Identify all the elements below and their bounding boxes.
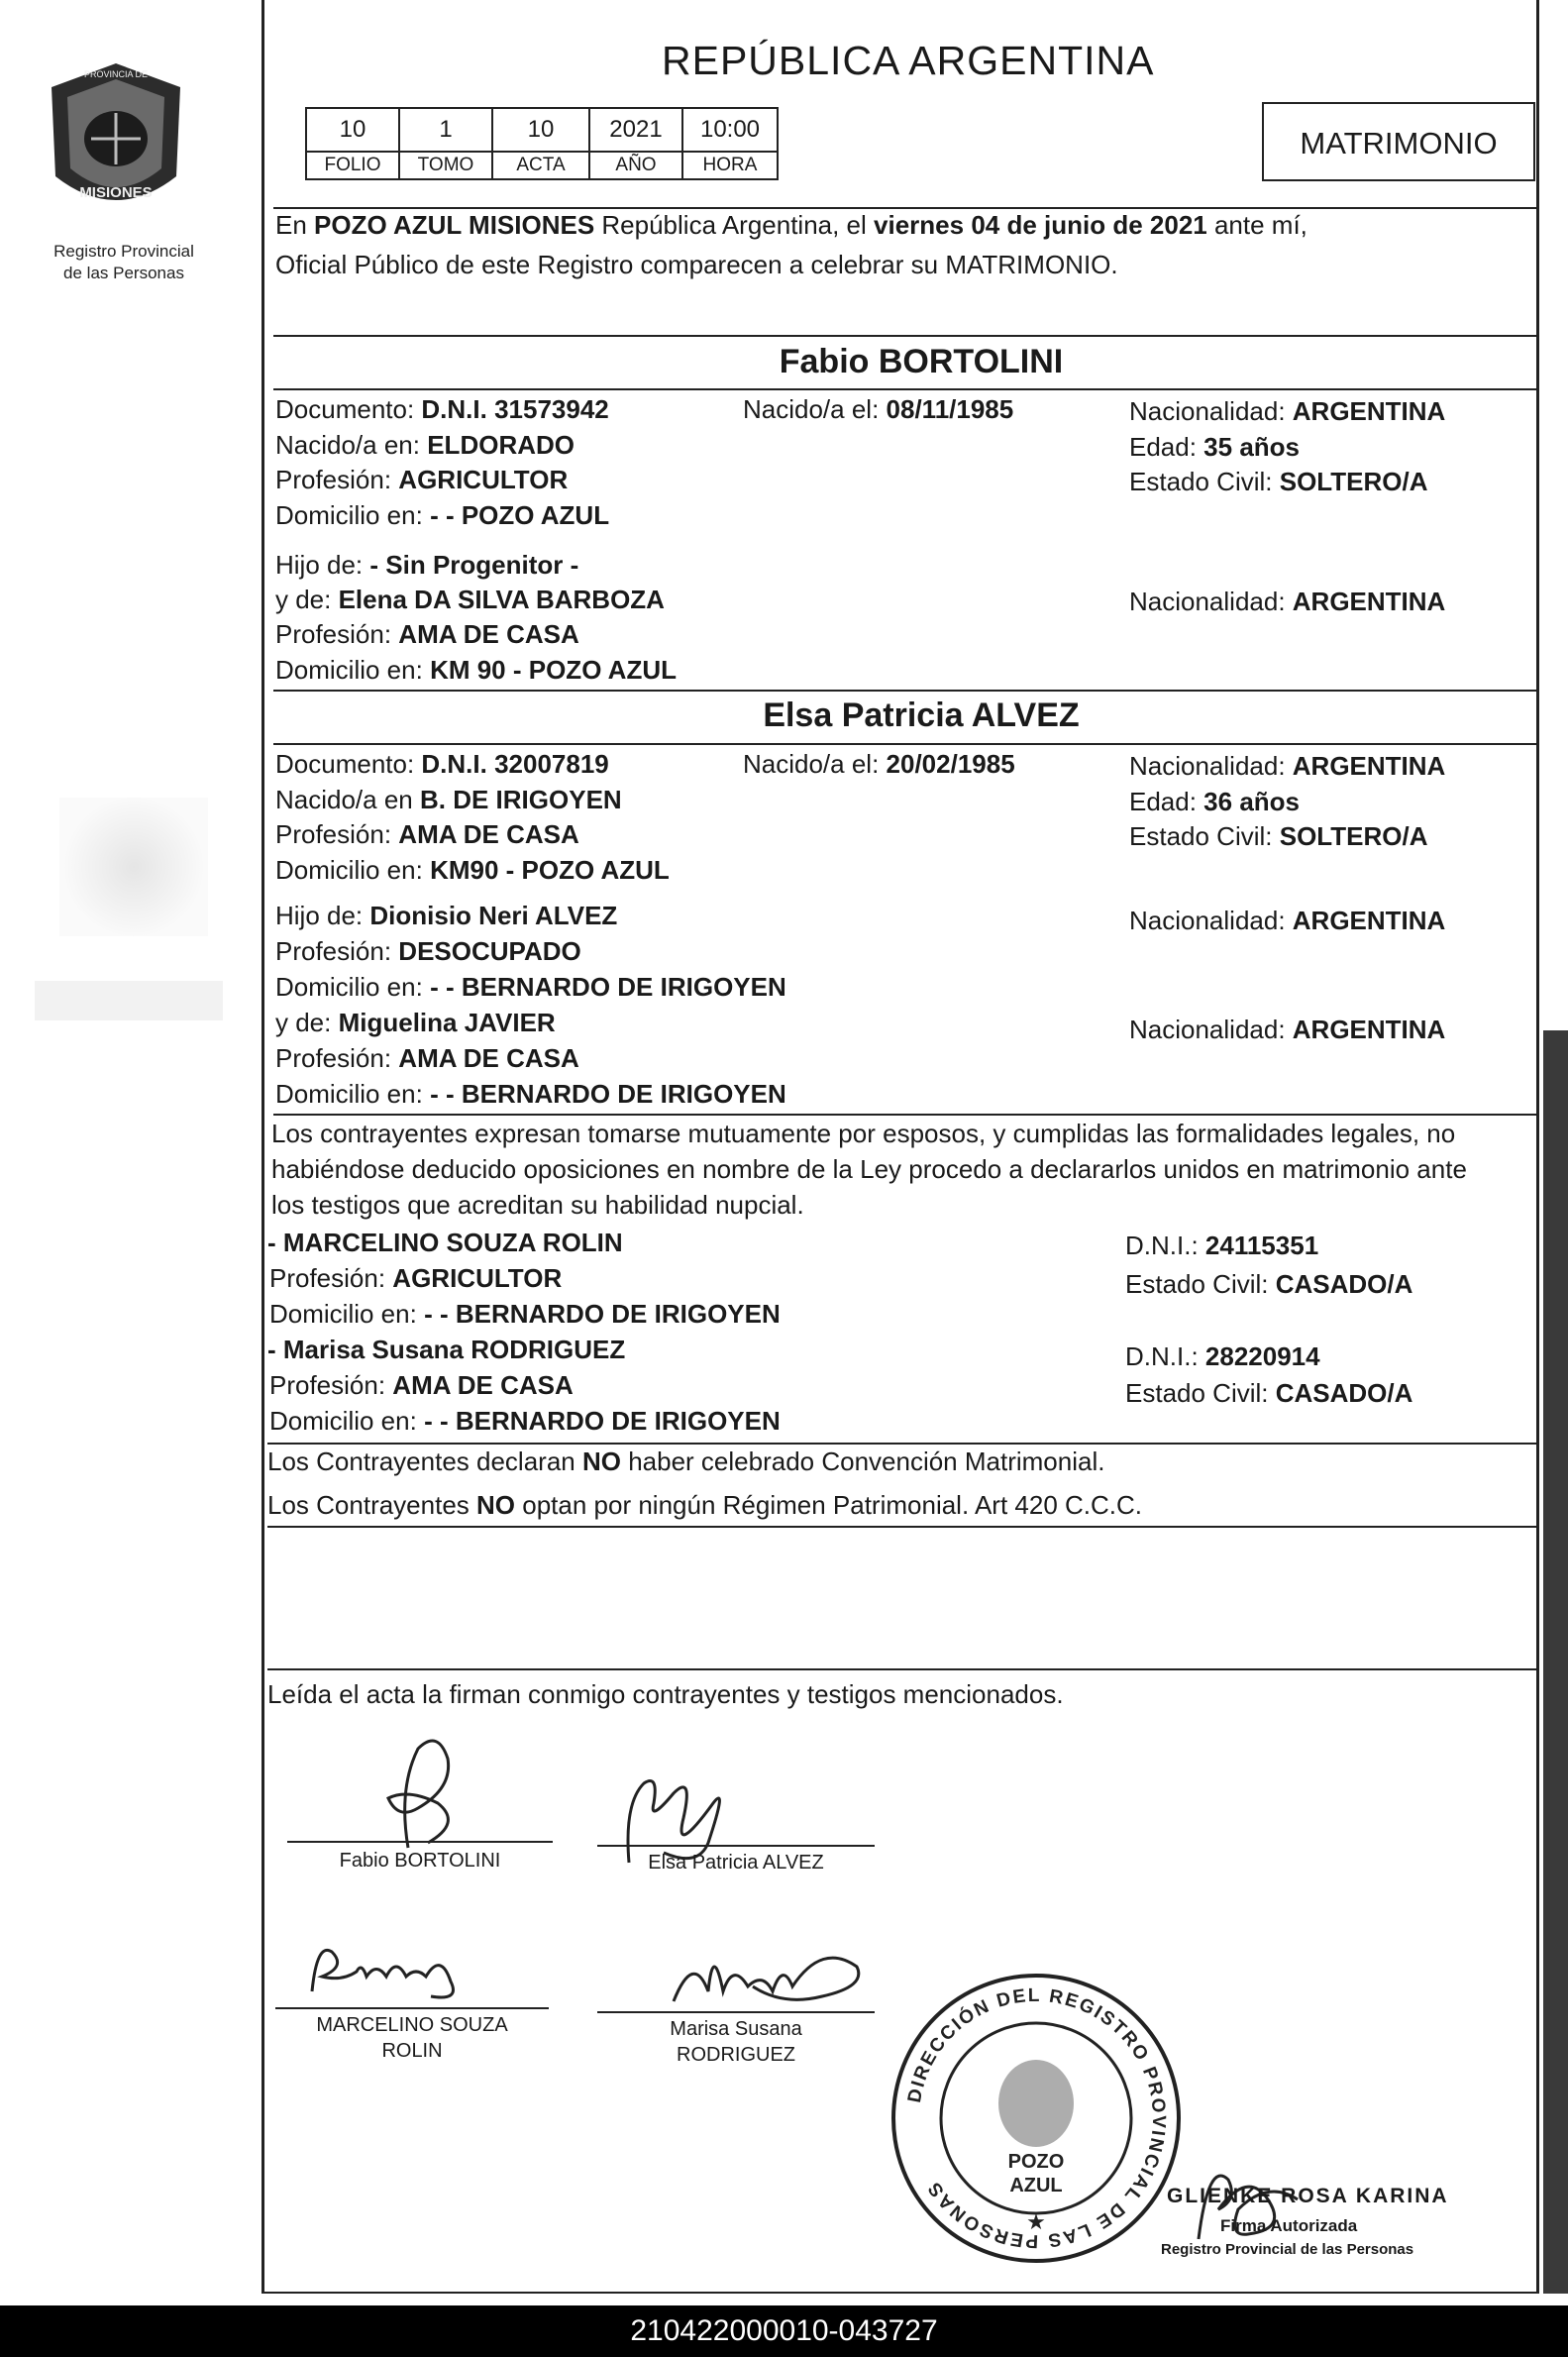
witness-1-signature-caption-2: ROLIN (381, 2040, 443, 2062)
seal-ring-text: DIRECCIÓN DEL REGISTRO PROVINCIAL DE LAS PERSONAS (903, 1984, 1170, 2252)
acta-label: ACTA (492, 152, 589, 179)
witness-1-name: - MARCELINO SOUZA ROLIN (267, 1228, 623, 1257)
value: Dionisio Neri ALVEZ (369, 901, 618, 930)
hora-label: HORA (682, 152, 778, 179)
label: Estado Civil: (1129, 467, 1280, 496)
witness-1-profession (269, 1261, 562, 1295)
witness-1-address (269, 1297, 781, 1331)
value: ARGENTINA (1292, 587, 1446, 616)
label: Nacionalidad: (1129, 1015, 1293, 1044)
groom-born-on (743, 392, 1013, 426)
tomo-value: 1 (399, 108, 492, 152)
value: KM90 - POZO AZUL (430, 855, 670, 885)
groom-father (275, 548, 578, 582)
label: Nacionalidad: (1129, 396, 1293, 426)
bride-mother-address (275, 1077, 786, 1111)
groom-mother-profession (275, 617, 579, 651)
official-name: GLIENKE ROSA KARINA (1167, 2185, 1449, 2207)
value: AMA DE CASA (398, 819, 579, 849)
label: Profesión: (269, 1263, 393, 1293)
acta-value: 10 (492, 108, 589, 152)
label: Profesión: (269, 1370, 393, 1400)
value: AGRICULTOR (398, 465, 569, 494)
ano-label: AÑO (589, 152, 682, 179)
label: Domicilio en: (275, 855, 431, 885)
closing-statement: Leída el acta la firman conmigo contrayentes y testigos mencionados. (267, 1679, 1064, 1709)
value: ARGENTINA (1292, 906, 1446, 935)
text: Los Contrayentes declaran (267, 1446, 582, 1476)
label: Profesión: (275, 1043, 399, 1073)
regime-line-1 (267, 1445, 1104, 1478)
bride-section-rule (273, 690, 1537, 692)
bride-father-nationality (1129, 904, 1445, 937)
value: 24115351 (1204, 1231, 1319, 1260)
official-title: Firma Autorizada (1220, 2216, 1358, 2235)
label: Nacido/a el: (743, 749, 887, 779)
value: 08/11/1985 (886, 394, 1014, 424)
value: CASADO/A (1275, 1378, 1413, 1408)
value: - - BERNARDO DE IRIGOYEN (430, 1079, 786, 1109)
bride-heading-rule (273, 743, 1537, 745)
bride-born-in (275, 783, 622, 816)
label: Nacionalidad: (1129, 751, 1293, 781)
label: Domicilio en: (275, 1079, 431, 1109)
label: Hijo de: (275, 901, 370, 930)
witness-2-name: - Marisa Susana RODRIGUEZ (267, 1335, 626, 1364)
bride-signature-caption: Elsa Patricia ALVEZ (648, 1852, 824, 1874)
folio-value: 10 (306, 108, 399, 152)
tomo-label: TOMO (399, 152, 492, 179)
value: DESOCUPADO (398, 936, 581, 966)
value: B. DE IRIGOYEN (419, 785, 622, 814)
label: Documento: (275, 394, 422, 424)
label: D.N.I.: (1125, 1341, 1205, 1371)
label: Nacionalidad: (1129, 587, 1293, 616)
bride-name-heading: Elsa Patricia ALVEZ (763, 696, 1080, 734)
value: AGRICULTOR (392, 1263, 563, 1293)
witness-2-dni (1125, 1339, 1320, 1373)
label: y de: (275, 585, 339, 614)
page-title: REPÚBLICA ARGENTINA (662, 38, 1155, 83)
groom-profession (275, 463, 568, 496)
bride-address (275, 853, 670, 887)
official-org: Registro Provincial de las Personas (1161, 2241, 1414, 2258)
groom-signature-caption: Fabio BORTOLINI (339, 1850, 501, 1872)
witness-2-signature-line (597, 2011, 875, 2013)
groom-mother (275, 583, 665, 616)
emphasis: NO (476, 1490, 516, 1520)
bride-mother-profession (275, 1041, 579, 1075)
label: Nacido/a el: (743, 394, 887, 424)
value: CASADO/A (1275, 1269, 1413, 1299)
bride-born-on (743, 747, 1015, 781)
seal-center-line-2: AZUL (1009, 2175, 1063, 2196)
ano-value: 2021 (589, 108, 682, 152)
seal-center-line-1: POZO (1007, 2151, 1065, 2173)
witness-2-signature (654, 1932, 872, 2021)
groom-nationality (1129, 394, 1445, 428)
groom-born-in (275, 428, 575, 462)
value: AMA DE CASA (398, 1043, 579, 1073)
value: ARGENTINA (1292, 751, 1446, 781)
record-type-box: MATRIMONIO (1262, 102, 1535, 181)
official-seal (888, 1970, 1185, 2267)
witness-2-signature-caption-1: Marisa Susana (670, 2018, 802, 2040)
label: Domicilio en: (275, 655, 431, 685)
value: SOLTERO/A (1279, 821, 1428, 851)
label: Domicilio en: (269, 1299, 425, 1329)
label: Profesión: (275, 465, 399, 494)
label: Profesión: (275, 619, 399, 649)
bride-father-profession (275, 934, 581, 968)
value: - - BERNARDO DE IRIGOYEN (424, 1406, 781, 1436)
intro-date: viernes 04 de junio de 2021 (874, 210, 1207, 240)
groom-mother-address (275, 653, 677, 687)
label: Domicilio en: (275, 972, 431, 1002)
value: - Sin Progenitor - (369, 550, 579, 580)
bride-profession (275, 817, 579, 851)
bride-civil-status (1129, 819, 1427, 853)
label: Profesión: (275, 819, 399, 849)
value: ELDORADO (427, 430, 575, 460)
faint-margin-caption (35, 981, 223, 1020)
value: AMA DE CASA (398, 619, 579, 649)
blank-section-rule (267, 1526, 1537, 1528)
text: haber celebrado Convención Matrimonial. (620, 1446, 1105, 1476)
value: - - BERNARDO DE IRIGOYEN (430, 972, 786, 1002)
label: Nacido/a en: (275, 430, 428, 460)
witness-1-civil-status (1125, 1267, 1412, 1301)
logo-text-top: PROVINCIA DE (83, 69, 148, 79)
value: Miguelina JAVIER (338, 1008, 556, 1037)
label: y de: (275, 1008, 339, 1037)
label: Domicilio en: (275, 500, 431, 530)
groom-section-rule (273, 335, 1537, 337)
value: - - POZO AZUL (430, 500, 610, 530)
value: 36 años (1203, 787, 1300, 816)
value: Elena DA SILVA BARBOZA (338, 585, 665, 614)
groom-address (275, 498, 609, 532)
label: Nacionalidad: (1129, 906, 1293, 935)
bride-nationality (1129, 749, 1445, 783)
value: 35 años (1203, 432, 1300, 462)
faint-margin-stamp (59, 798, 208, 936)
label: Domicilio en: (269, 1406, 425, 1436)
value: 28220914 (1204, 1341, 1320, 1371)
value: D.N.I. 32007819 (421, 749, 609, 779)
label: Documento: (275, 749, 422, 779)
bride-age (1129, 785, 1300, 818)
value: AMA DE CASA (392, 1370, 574, 1400)
regime-line-2 (267, 1488, 1142, 1522)
scan-edge-shadow (1543, 1030, 1568, 2294)
groom-name-heading: Fabio BORTOLINI (779, 343, 1064, 380)
label: D.N.I.: (1125, 1231, 1205, 1260)
witness-1-signature (302, 1932, 480, 2011)
emphasis: NO (581, 1446, 621, 1476)
witness-2-civil-status (1125, 1376, 1412, 1410)
declaration-line-1: Los contrayentes expresan tomarse mutuamente por esposos, y cumplidas las formalidades legales, no (271, 1119, 1456, 1148)
witness-2-signature-caption-2: RODRIGUEZ (677, 2044, 795, 2066)
bride-father-address (275, 970, 786, 1004)
label: Estado Civil: (1129, 821, 1280, 851)
bride-signature-line (597, 1845, 875, 1847)
value: - - BERNARDO DE IRIGOYEN (424, 1299, 781, 1329)
groom-mother-nationality (1129, 585, 1445, 618)
groom-civil-status (1129, 465, 1427, 498)
record-index-table (305, 107, 779, 180)
groom-signature (368, 1729, 477, 1858)
value: KM 90 - POZO AZUL (430, 655, 677, 685)
groom-age (1129, 430, 1300, 464)
groom-document (275, 392, 609, 426)
value: ARGENTINA (1292, 1015, 1446, 1044)
witness-1-signature-line (275, 2007, 549, 2009)
label: Estado Civil: (1125, 1269, 1276, 1299)
bride-father (275, 899, 617, 932)
value: 20/02/1985 (886, 749, 1015, 779)
label: Edad: (1129, 787, 1204, 816)
hora-value: 10:00 (682, 108, 778, 152)
label: Nacido/a en (275, 785, 420, 814)
label: Edad: (1129, 432, 1204, 462)
label: Estado Civil: (1125, 1378, 1276, 1408)
intro-place: POZO AZUL MISIONES (314, 210, 595, 240)
value: ARGENTINA (1292, 396, 1446, 426)
intro-text-b: República Argentina, el (594, 210, 875, 240)
intro-line-1 (275, 208, 1307, 242)
value: D.N.I. 31573942 (421, 394, 609, 424)
declaration-line-3: los testigos que acreditan su habilidad nupcial. (271, 1190, 804, 1220)
witness-1-dni (1125, 1229, 1318, 1262)
groom-signature-line (287, 1841, 553, 1843)
witness-2-address (269, 1404, 781, 1438)
value: SOLTERO/A (1279, 467, 1428, 496)
folio-label: FOLIO (306, 152, 399, 179)
declaration-line-2: habiéndose deducido oposiciones en nombre de la Ley procedo a declararlos unidos en matrimonio ante (271, 1154, 1467, 1184)
bride-mother (275, 1006, 556, 1039)
label: Profesión: (275, 936, 399, 966)
declaration-rule (273, 1114, 1537, 1116)
svg-text:★: ★ (1026, 2210, 1046, 2235)
province-logo (42, 57, 190, 226)
bride-mother-nationality (1129, 1013, 1445, 1046)
intro-text-a: En (275, 210, 315, 240)
label: Hijo de: (275, 550, 370, 580)
registry-caption-1: Registro Provincial (53, 242, 194, 261)
witness-2-profession (269, 1368, 574, 1402)
text: optan por ningún Régimen Patrimonial. Art 420 C.C.C. (515, 1490, 1143, 1520)
bride-document (275, 747, 609, 781)
document-footer-id: 210422000010-043727 (0, 2305, 1568, 2357)
logo-text-bottom: MISIONES (79, 184, 153, 201)
witness-1-signature-caption-1: MARCELINO SOUZA (316, 2014, 508, 2036)
intro-text-c: ante mí, (1206, 210, 1307, 240)
registry-caption-2: de las Personas (63, 264, 184, 282)
intro-line-2: Oficial Público de este Registro comparecen a celebrar su MATRIMONIO. (275, 250, 1118, 279)
closing-rule (267, 1668, 1537, 1670)
groom-heading-rule (273, 388, 1537, 390)
text: Los Contrayentes (267, 1490, 477, 1520)
